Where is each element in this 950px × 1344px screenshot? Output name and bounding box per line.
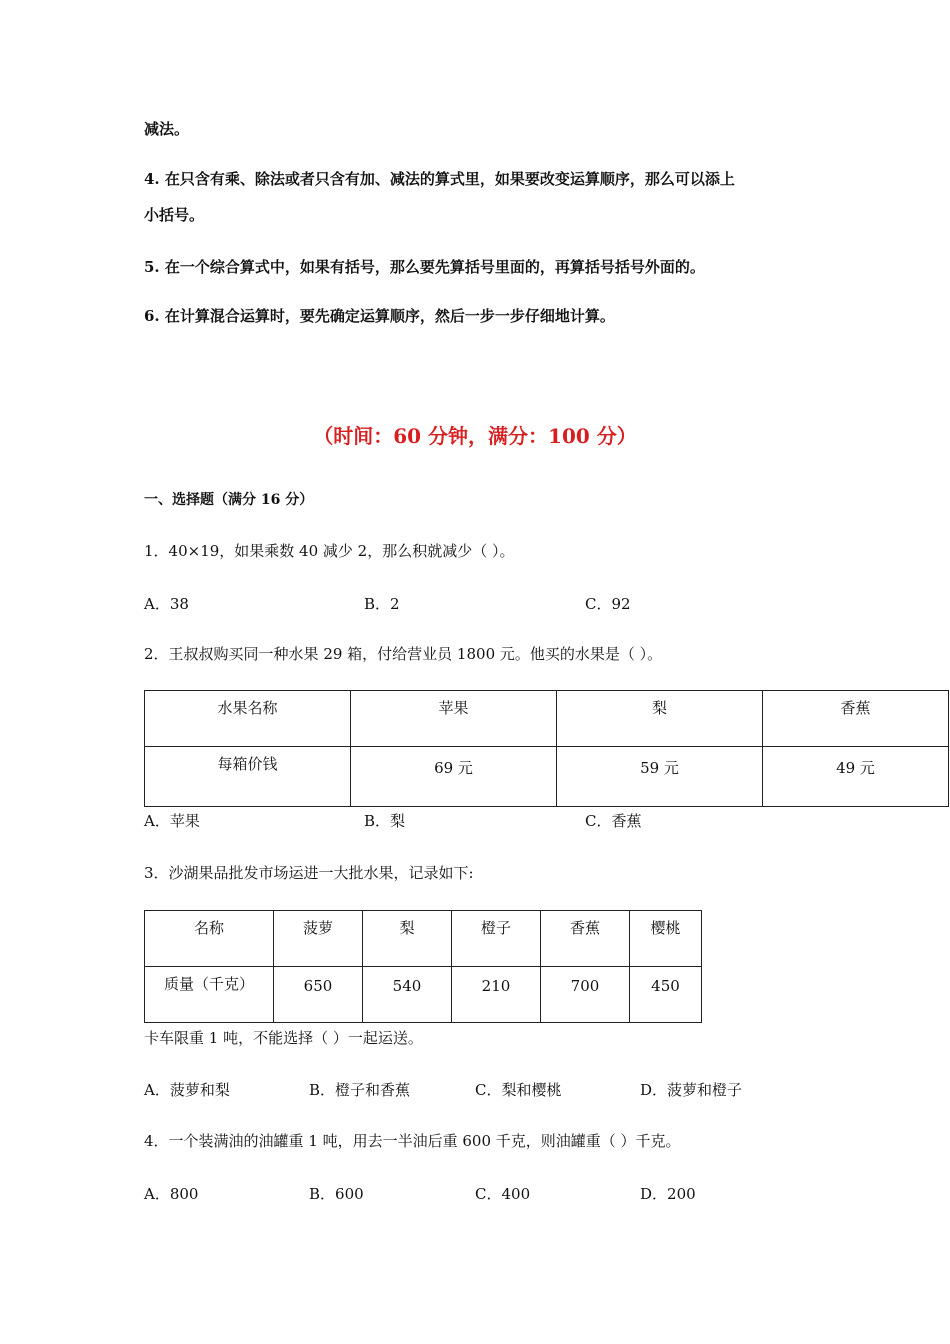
table-cell: 水果名称: [145, 691, 351, 747]
q2-option-a: A．苹果: [144, 812, 200, 830]
table-cell: 梨: [557, 691, 763, 747]
table-cell: 210: [452, 967, 541, 1023]
exam-title: （时间：60 分钟，满分：100 分）: [313, 424, 637, 448]
table-cell: 540: [363, 967, 452, 1023]
rule-6: 6. 在计算混合运算时，要先确定运算顺序，然后一步一步仔细地计算。: [144, 307, 615, 325]
rule-4-line2: 小括号。: [144, 206, 205, 224]
q3-option-d: D．菠萝和橙子: [640, 1081, 743, 1099]
q3-option-c: C．梨和樱桃: [475, 1081, 562, 1099]
q4-option-a: A．800: [144, 1185, 199, 1203]
q3-option-b: B．橙子和香蕉: [309, 1081, 411, 1099]
table-cell: 樱桃: [630, 911, 702, 967]
table-cell: 450: [630, 967, 702, 1023]
section-heading: 一、选择题（满分 16 分）: [144, 492, 314, 508]
q4-option-c: C．400: [475, 1185, 531, 1203]
table-cell: 650: [274, 967, 363, 1023]
table-cell: 每箱价钱: [145, 747, 351, 807]
table-cell: 菠萝: [274, 911, 363, 967]
table-cell: 69 元: [351, 747, 557, 807]
table-cell: 香蕉: [541, 911, 630, 967]
q2-option-c: C．香蕉: [585, 812, 642, 830]
table-cell: 苹果: [351, 691, 557, 747]
q4-option-d: D．200: [640, 1185, 696, 1203]
table-header-row: [145, 691, 949, 747]
question-4-text: 4．一个装满油的油罐重 1 吨，用去一半油后重 600 千克，则油罐重（ ）千克。: [144, 1132, 681, 1150]
table-header-row: [145, 911, 702, 967]
table-cell: 质量（千克）: [145, 967, 274, 1023]
table-cell: 700: [541, 967, 630, 1023]
table-cell: 59 元: [557, 747, 763, 807]
table-cell: 名称: [145, 911, 274, 967]
question-3-text: 3．沙湖果品批发市场运进一大批水果，记录如下:: [144, 864, 474, 882]
q2-option-b: B．梨: [364, 812, 406, 830]
question-3-note: 卡车限重 1 吨，不能选择（ ）一起运送。: [144, 1029, 423, 1047]
table-cell: 梨: [363, 911, 452, 967]
question-2-text: 2．王叔叔购买同一种水果 29 箱，付给营业员 1800 元。他买的水果是（ ）。: [144, 645, 663, 663]
table-cell: 橙子: [452, 911, 541, 967]
q3-option-a: A．菠萝和梨: [144, 1081, 230, 1099]
rule-4-line1: 4. 在只含有乘、除法或者只含有加、减法的算式里，如果要改变运算顺序，那么可以添上: [144, 170, 735, 188]
table-row: [145, 747, 949, 807]
table-cell: 49 元: [763, 747, 949, 807]
table-cell: 香蕉: [763, 691, 949, 747]
rule-5: 5. 在一个综合算式中，如果有括号，那么要先算括号里面的，再算括号括号外面的。: [144, 258, 705, 276]
q1-option-b: B．2: [364, 595, 400, 613]
q1-option-a: A．38: [144, 595, 189, 613]
fruit-weight-table: [144, 910, 702, 1023]
table-row: [145, 967, 702, 1023]
q1-option-c: C．92: [585, 595, 631, 613]
question-1-text: 1．40×19，如果乘数 40 减少 2，那么积就减少（ ）。: [144, 542, 515, 560]
fruit-price-table: [144, 690, 949, 807]
q4-option-b: B．600: [309, 1185, 364, 1203]
rule-continuation: 减法。: [144, 120, 190, 138]
